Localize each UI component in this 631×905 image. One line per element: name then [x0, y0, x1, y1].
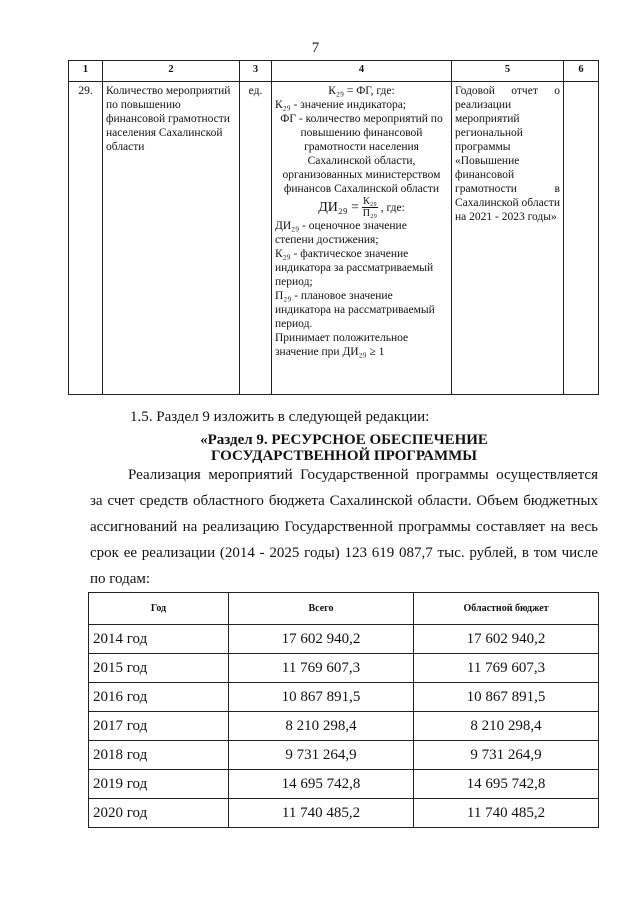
heading-line: ГОСУДАРСТВЕННОЙ ПРОГРАММЫ: [211, 448, 477, 464]
formula-line: К₂₉ - фактическое значение индикатора за рассматриваемый период;: [275, 248, 434, 288]
formula-line: Принимает положительное значение при ДИ₂₉ ≥ 1: [275, 332, 409, 358]
year-cell: 2017 год: [89, 712, 229, 741]
di-numerator: К₂₉: [363, 196, 377, 207]
col-header: Всего: [229, 593, 414, 625]
year-cell: 2019 год: [89, 770, 229, 799]
total-cell: 9 731 264,9: [229, 741, 414, 770]
regional-budget-cell: 10 867 891,5: [414, 683, 599, 712]
di-fraction: [362, 196, 378, 219]
col-header: Областной бюджет: [414, 593, 599, 625]
di-denominator: П₂₉: [362, 208, 377, 219]
indicator-name: Количество мероприятий по повышению финансовой грамотности населения Сахалинской области: [103, 82, 240, 395]
col-header: 2: [103, 61, 240, 82]
formula-line: ДИ₂₉ - оценочное значение степени достижения;: [275, 220, 407, 246]
row-number: 29.: [69, 82, 103, 395]
table-row: [89, 625, 599, 654]
total-cell: 11 740 485,2: [229, 799, 414, 828]
di-formula: [275, 196, 448, 219]
total-cell: 11 769 607,3: [229, 654, 414, 683]
heading-line: «Раздел 9. РЕСУРСНОЕ ОБЕСПЕЧЕНИЕ: [200, 432, 488, 448]
source-doc: Годовой отчет о реализации мероприятий региональной программы «Повышение финансовой грамотности в Сахалинской области на 2021 - 2023 годы»: [452, 82, 564, 395]
table-row: [69, 82, 599, 395]
section-heading: [90, 432, 598, 464]
di-where: , где:: [380, 201, 405, 214]
table-row: [89, 683, 599, 712]
regional-budget-cell: 17 602 940,2: [414, 625, 599, 654]
total-cell: 17 602 940,2: [229, 625, 414, 654]
total-cell: 10 867 891,5: [229, 683, 414, 712]
formula-cell: [272, 82, 452, 395]
table-row: [89, 799, 599, 828]
indicator-table: [68, 60, 599, 395]
col-header: 5: [452, 61, 564, 82]
extra-cell: [564, 82, 599, 395]
unit: ед.: [240, 82, 272, 395]
page-number: 7: [311, 40, 320, 56]
col-header: 1: [69, 61, 103, 82]
budget-table: [88, 592, 599, 828]
total-cell: 14 695 742,8: [229, 770, 414, 799]
table-row: [89, 741, 599, 770]
year-cell: 2020 год: [89, 799, 229, 828]
formula-line: П₂₉ - плановое значение индикатора на рассматриваемый период.: [275, 290, 435, 330]
formula-line: К₂₉ = ФГ, где:: [328, 85, 395, 97]
year-cell: 2015 год: [89, 654, 229, 683]
col-header: Год: [89, 593, 229, 625]
year-cell: 2016 год: [89, 683, 229, 712]
regional-budget-cell: 11 769 607,3: [414, 654, 599, 683]
col-header: 3: [240, 61, 272, 82]
table-row: [89, 770, 599, 799]
budget-table-header: [89, 593, 599, 625]
formula-line: К₂₉ - значение индикатора;: [275, 99, 406, 111]
regional-budget-cell: 14 695 742,8: [414, 770, 599, 799]
table-row: [89, 654, 599, 683]
di-lhs: ДИ₂₉ =: [318, 199, 360, 215]
col-header: 6: [564, 61, 599, 82]
indicator-table-header: [69, 61, 599, 82]
year-cell: 2014 год: [89, 625, 229, 654]
total-cell: 8 210 298,4: [229, 712, 414, 741]
regional-budget-cell: 8 210 298,4: [414, 712, 599, 741]
body-paragraph: Реализация мероприятий Государственной программы осуществляется за счет средств областного бюджета Сахалинской области. Объем бюджетных ассигнований на реализацию Государственной программы составляет на весь срок ее реализации (2014 - 2025 годы) 123 619 087,7 тыс. рублей, в том числе по годам:: [90, 467, 598, 587]
regional-budget-cell: 9 731 264,9: [414, 741, 599, 770]
formula-line: ФГ - количество мероприятий по повышению финансовой грамотности населения Сахалинской области, организованных министерством финансов Сахалинской области: [280, 113, 443, 195]
table-row: [89, 712, 599, 741]
col-header: 4: [272, 61, 452, 82]
section-instruction: 1.5. Раздел 9 изложить в следующей редакции:: [130, 409, 430, 425]
year-cell: 2018 год: [89, 741, 229, 770]
regional-budget-cell: 11 740 485,2: [414, 799, 599, 828]
